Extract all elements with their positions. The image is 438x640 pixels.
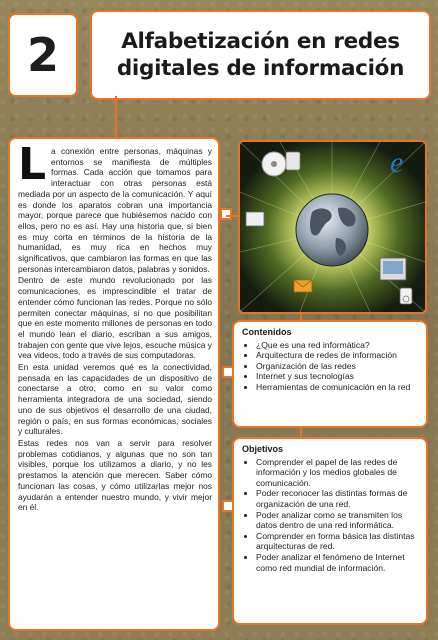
connector-node-text [220,208,232,220]
list-item: • ¿Que es una red informática? [256,340,420,351]
page-title [117,28,404,82]
list-item: • Comprender en forma básica las distintas arquitecturas de red. [256,531,420,552]
list-item: • Poder analizar como se transmiten los datos dentro de una red informática. [256,510,420,531]
globe-network-icon [240,142,425,312]
drop-cap: L [18,139,47,190]
globe-network-illustration [238,140,427,314]
list-item: • Poder analizar el fenómeno de Internet como red mundial de información. [256,552,420,573]
objectives-heading: Objetivos [242,444,284,454]
chapter-number: 2 [26,28,59,82]
list-item: • Comprender el papel de las redes de información y los medios globales de comunicación. [256,457,420,489]
objectives-box [232,437,428,625]
list-item: • Herramientas de comunicación en la red [256,382,420,393]
connector-contents-to-objectives [300,428,302,437]
connector-title-to-text [115,96,117,137]
intro-paragraph-3: En esta unidad veremos qué es la conectividad, pensada en las capacidades de un dispositivo de conectarse a otro, como en su valor como herramienta integradora de una sociedad, siendo uno de sus objetivos el desarrollo de una ciudad, región o país, en sus formas económicas, sociales y culturales. [18,362,212,437]
contents-heading: Contenidos [242,327,292,337]
title-box [90,10,431,100]
list-item: • Organización de las redes [256,361,420,372]
intro-paragraph-2: Dentro de este mundo revolucionado por las comunicaciones, es imprescindible el tratar de entender cómo funcionan las redes. Porque no sólo permiten conectar máquinas, si no que posibilitan que en este momento millones de personas en todo el mundo lean el diario, escriban a sus amigos, trabajen con gente que vive lejos, escuche música y vea videos, todo a través de sus computadoras. [18,275,212,361]
intro-paragraph-4: Estas redes nos van a servir para resolver problemas cotidianos, y algunas que no son tan visibles, porque los utilizamos a diario, y no les prestamos la atención que merecen. Saber cómo funcionan las cosas, y cómo utilizarlas mejor nos ayudarán a entender nuestro mundo, y vivir mejor en él. [18,437,212,513]
intro-text-box [8,137,220,631]
connector-text-to-image [226,215,238,217]
chapter-number-box [8,13,78,97]
title-line-2: digitales de información [116,56,405,81]
contents-list [242,340,420,393]
title-line-1: Alfabetización en redes [121,29,400,54]
intro-paragraph-1: La conexión entre personas, máquinas y entornos se manifiesta de múltiples formas. Cada acción que tomamos para interactuar con otras personas está mediada por un aspecto de la comunicación. Y aquí es donde los aparatos cobran una importancia mayor, porque parece que hubiésemos nacido con ellos, pero no es así. Hay una historia que, si bien es muy corta en términos de la historia de la humanidad, es muy rica en hechos muy significativos, que cambiaron las formas en que las personas intercambiaron datos, palabras y sonidos. [18,139,212,274]
contents-box [232,320,428,428]
list-item: • Internet y sus tecnologías [256,371,420,382]
list-item: • Arquitectura de redes de información [256,350,420,361]
objectives-list [242,457,420,574]
list-item: • Poder reconocer las distintas formas de organización de una red. [256,488,420,509]
svg-text:e: e [390,146,404,179]
